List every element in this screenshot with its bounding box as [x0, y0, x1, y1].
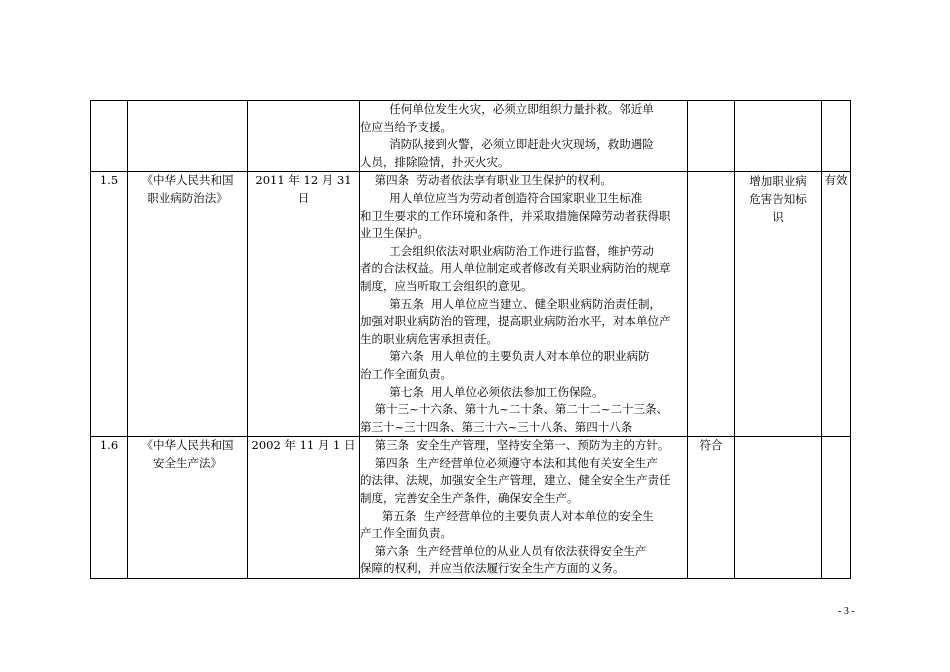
clause-line: 者的合法权益。用人单位制定或者修改有关职业病防治的规章 — [360, 261, 671, 276]
conformity-cell — [688, 101, 735, 172]
clause-line: 第五条 用人单位应当建立、健全职业病防治责任制， — [360, 296, 662, 311]
row-number-cell — [91, 101, 128, 172]
clause-line: 第六条 生产经营单位的从业人员有依法获得安全生产 — [360, 543, 647, 558]
regulation-table — [90, 100, 851, 579]
clause-content-cell — [360, 101, 688, 172]
law-name-cell — [128, 101, 248, 172]
page-number: - 3 - — [838, 606, 855, 617]
clause-line: 第十三~十六条、第十九~二十条、第二十二~二十三条、 — [360, 402, 669, 417]
conformity-cell — [688, 172, 735, 437]
clause-line: 第四条 劳动者依法享有职业卫生保护的权利。 — [360, 173, 612, 188]
clause-line: 的法律、法规，加强安全生产管理，建立、健全安全生产责任 — [360, 473, 671, 488]
clause-line: 位应当给予支援。 — [360, 119, 452, 134]
clause-content-cell — [360, 437, 688, 579]
clause-line: 任何单位发生火灾，必须立即组织力量扑救。邻近单 — [360, 102, 654, 116]
effective-date-cell: 2002 年 11 月 1 日 — [248, 437, 360, 579]
clause-line: 人员，排除险情，扑灭火灾。 — [360, 154, 510, 169]
table-row — [91, 172, 851, 437]
clause-line: 制度，完善安全生产条件，确保安全生产。 — [360, 491, 579, 506]
law-name-cell: 《中华人民共和国职业病防治法》 — [128, 172, 248, 437]
clause-content-cell — [360, 172, 688, 437]
clause-line: 第三十~三十四条、第三十六~三十八条、第四十八条 — [360, 419, 633, 434]
clause-line: 消防队接到火警，必须立即赶赴火灾现场，救助遇险 — [360, 137, 654, 152]
measure-cell: 增加职业病危害告知标识 — [735, 172, 822, 437]
clause-line: 加强对职业病防治的管理，提高职业病防治水平，对本单位产 — [360, 314, 671, 329]
status-cell — [822, 437, 851, 579]
status-cell: 有效 — [822, 172, 851, 437]
clause-line: 工会组织依法对职业病防治工作进行监督，维护劳动 — [360, 243, 654, 258]
clause-line: 第三条 安全生产管理，坚持安全第一、预防为主的方针。 — [360, 438, 670, 453]
table-row — [91, 437, 851, 579]
table-row — [91, 101, 851, 172]
clause-line: 制度，应当听取工会组织的意见。 — [360, 278, 533, 293]
status-cell — [822, 101, 851, 172]
clause-line: 第五条 生产经营单位的主要负责人对本单位的安全生 — [360, 508, 654, 523]
clause-line: 和卫生要求的工作环境和条件，并采取措施保障劳动者获得职 — [360, 208, 671, 223]
clause-line: 产工作全面负责。 — [360, 526, 452, 541]
conformity-cell: 符合 — [688, 437, 735, 579]
clause-line: 业卫生保护。 — [360, 226, 429, 241]
effective-date-cell: 2011 年 12 月 31 日 — [248, 172, 360, 437]
measure-cell — [735, 101, 822, 172]
row-number-cell: 1.5 — [91, 172, 128, 437]
law-name-cell: 《中华人民共和国安全生产法》 — [128, 437, 248, 579]
clause-line: 治工作全面负责。 — [360, 366, 452, 381]
clause-line: 第四条 生产经营单位必须遵守本法和其他有关安全生产 — [360, 455, 658, 470]
clause-line: 第七条 用人单位必须依法参加工伤保险。 — [360, 384, 604, 399]
clause-line: 保障的权利，并应当依法履行安全生产方面的义务。 — [360, 561, 625, 576]
clause-line: 生的职业病危害承担责任。 — [360, 331, 498, 346]
row-number-cell: 1.6 — [91, 437, 128, 579]
clause-line: 用人单位应当为劳动者创造符合国家职业卫生标准 — [360, 190, 643, 205]
effective-date-cell — [248, 101, 360, 172]
clause-line: 第六条 用人单位的主要负责人对本单位的职业病防 — [360, 349, 650, 364]
measure-cell — [735, 437, 822, 579]
